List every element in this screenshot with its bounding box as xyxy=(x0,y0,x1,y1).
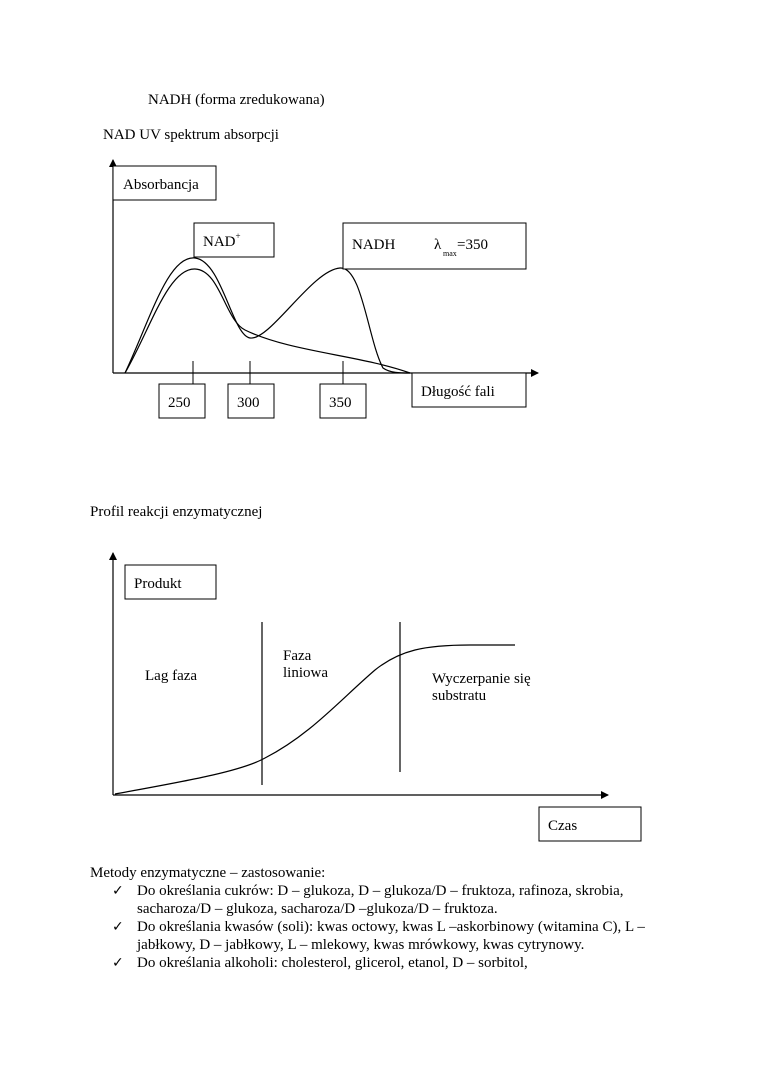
list-item xyxy=(90,918,690,954)
method-alcohols: Do określania alkoholi: cholesterol, glicerol, etanol, D – sorbitol, xyxy=(137,955,528,971)
list-item xyxy=(90,954,690,972)
nadh-absorption-curve xyxy=(125,258,410,373)
linear-phase-label-line1: Faza xyxy=(283,648,312,664)
nadh-label: NADH xyxy=(352,237,396,253)
nad-plus-label xyxy=(203,231,241,250)
methods-list xyxy=(90,882,690,972)
check-icon: ✓ xyxy=(112,955,124,971)
tick-label-350: 350 xyxy=(329,395,352,411)
method-sugars: Do określania cukrów: D – glukoza, D – glukoza/D – fruktoza, rafinoza, skrobia, sacharoza/D – glukoza, sacharoza/D –glukoza/D – fruktoza. xyxy=(137,883,624,917)
linear-phase-label-line2: liniowa xyxy=(283,665,328,681)
method-acids: Do określania kwasów (soli): kwas octowy, kwas L –askorbinowy (witamina C), L – jabłkowy, D – jabłkowy, L – mlekowy, kwas mrówkowy, kwas cytrynowy. xyxy=(137,919,645,953)
wavelength-label: Długość fali xyxy=(421,384,495,400)
lambda-symbol: λ xyxy=(434,237,442,253)
check-icon: ✓ xyxy=(112,919,124,935)
nad-spectrum-title: NAD UV spektrum absorpcji xyxy=(103,127,279,143)
absorbance-label: Absorbancja xyxy=(123,177,199,193)
lambda-value: =350 xyxy=(457,237,488,253)
product-label: Produkt xyxy=(134,576,182,592)
check-icon: ✓ xyxy=(112,883,124,899)
nad-plus-label-main: NAD xyxy=(203,234,236,250)
nad-plus-absorption-curve xyxy=(125,269,410,373)
depletion-phase-label-line1: Wyczerpanie się xyxy=(432,671,531,687)
enzyme-profile-diagram xyxy=(113,553,641,841)
time-label: Czas xyxy=(548,818,578,834)
lambda-subscript: max xyxy=(443,249,457,258)
lag-phase-label: Lag faza xyxy=(145,668,198,684)
list-item xyxy=(90,882,690,918)
nad-plus-label-sup: + xyxy=(235,231,241,241)
nadh-title: NADH (forma zredukowana) xyxy=(148,92,325,108)
spectrum-diagram xyxy=(113,160,538,418)
methods-section xyxy=(90,864,690,972)
tick-label-250: 250 xyxy=(168,395,191,411)
depletion-phase-label-line2: substratu xyxy=(432,688,487,704)
tick-label-300: 300 xyxy=(237,395,260,411)
methods-heading: Metody enzymatyczne – zastosowanie: xyxy=(90,865,326,881)
enzyme-profile-title: Profil reakcji enzymatycznej xyxy=(90,504,263,520)
